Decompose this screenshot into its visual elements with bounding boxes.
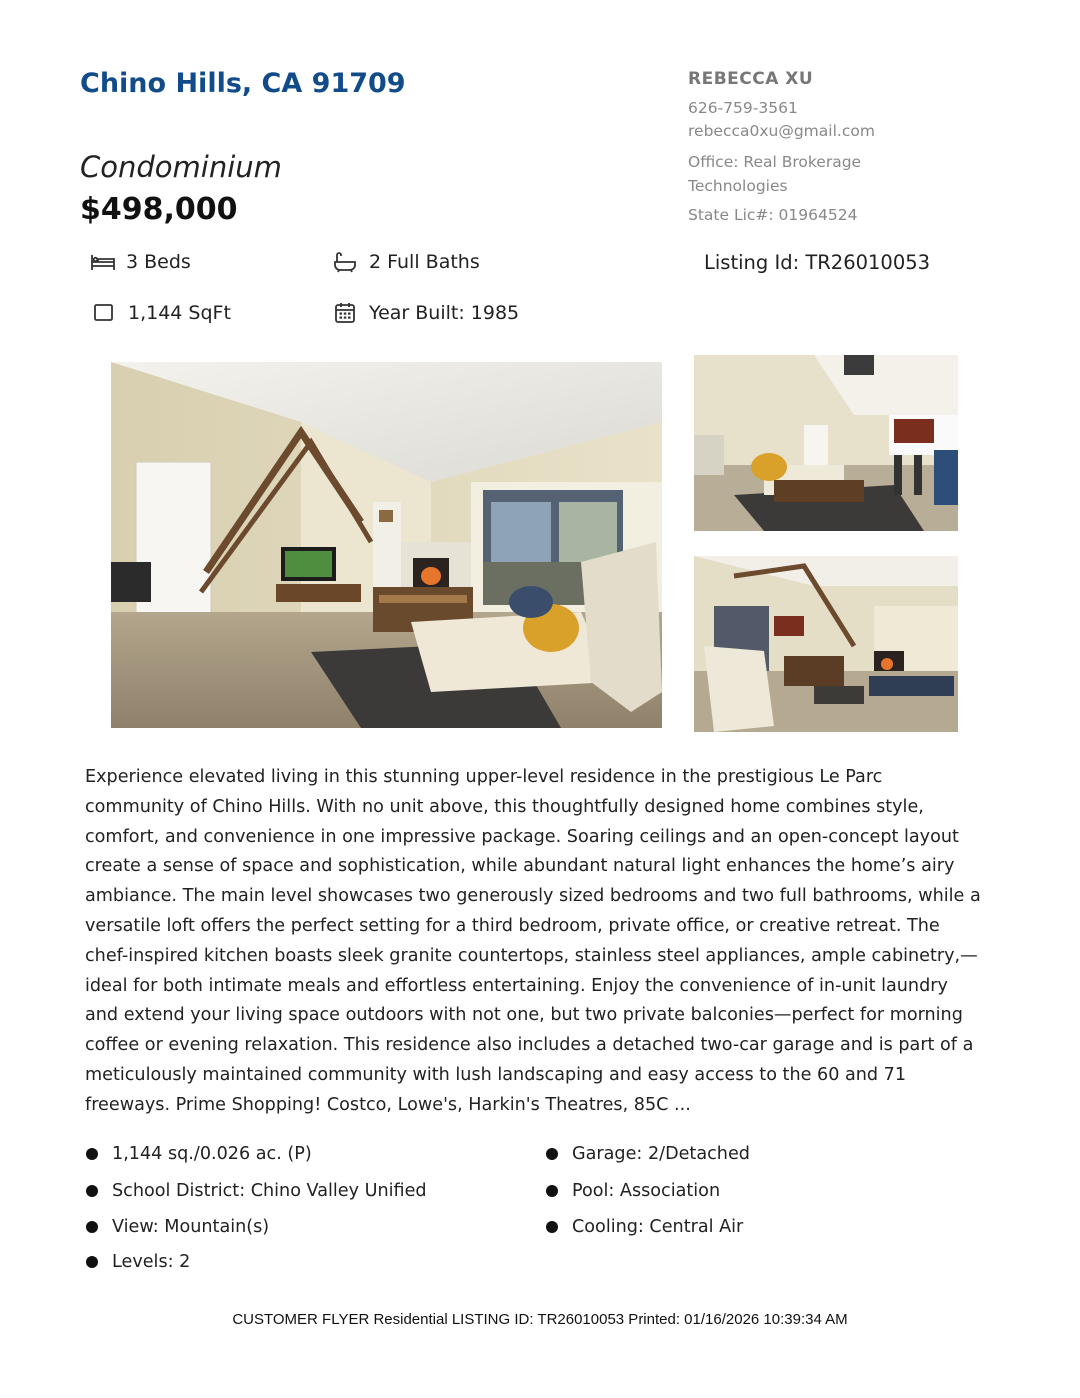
feature-item [546,1144,750,1164]
beds-stat [90,250,191,274]
feature-text: Cooling: Central Air [572,1217,744,1237]
feature-text: School District: Chino Valley Unified [112,1181,427,1201]
year-built-label: Year Built: 1985 [369,302,520,324]
sqft-label: 1,144 SqFt [128,302,231,324]
agent-office-line2: Technologies [688,177,788,195]
bullet-icon [86,1185,98,1197]
calendar-icon [333,301,357,325]
feature-item [546,1181,720,1201]
bed-icon [90,250,114,274]
bullet-icon [546,1221,558,1233]
year-stat [333,301,519,325]
thumb-photo-1[interactable] [694,355,958,531]
bullet-icon [546,1148,558,1160]
listing-id: Listing Id: TR26010053 [704,251,931,274]
feature-text: Levels: 2 [112,1252,191,1272]
property-type: Condominium [80,150,282,184]
agent-phone[interactable]: 626-759-3561 [688,99,798,117]
feature-text: View: Mountain(s) [112,1217,270,1237]
agent-email[interactable]: rebecca0xu@gmail.com [688,122,875,140]
feature-text: 1,144 sq./0.026 ac. (P) [112,1144,312,1164]
feature-item [86,1144,312,1164]
bullet-icon [86,1256,98,1268]
baths-label: 2 Full Baths [369,251,480,273]
agent-office-line1: Office: Real Brokerage [688,153,862,171]
feature-item [546,1217,743,1237]
bullet-icon [86,1148,98,1160]
listing-price: $498,000 [80,192,238,227]
bathtub-icon [333,250,357,274]
thumb-photo-2[interactable] [694,556,958,732]
agent-name: REBECCA XU [688,69,814,89]
beds-label: 3 Beds [126,251,191,273]
feature-item [86,1217,269,1237]
feature-item [86,1252,190,1272]
square-icon [92,301,116,325]
baths-stat [333,250,480,274]
agent-license: State Lic#: 01964524 [688,206,858,224]
listing-city: Chino Hills, CA 91709 [80,68,406,99]
listing-description: Experience elevated living in this stunning upper-level residence in the prestigious Le Parc community of Chino Hills. With no unit above, this thoughtfully designed home combines style, comfort, and convenience in one impressive package. Soaring ceilings and an open-concept layout create a sense of space and sophistication, while abundant natural light enhances the home’s airy ambiance. The main level showcases two generously sized bedrooms and two full bathrooms, while a versatile loft offers the perfect setting for a third bedroom, private office, or creative retreat. The chef-inspired kitchen boasts sleek granite countertops, stainless steel appliances, ample cabinetry,—ideal for both intimate meals and effortless entertaining. Enjoy the convenience of in-unit laundry and extend your living space outdoors with not one, but two private balconies—perfect for morning coffee or evening relaxation. This residence also includes a detached two-car garage and is part of a meticulously maintained community with lush landscaping and easy access to the 60 and 71 freeways. Prime Shopping! Costco, Lowe's, Harkin's Theatres, 85C ... [85,767,981,1115]
main-photo-living-room[interactable] [111,362,662,728]
feature-item [86,1181,427,1201]
bullet-icon [86,1221,98,1233]
feature-text: Garage: 2/Detached [572,1144,750,1164]
bullet-icon [546,1185,558,1197]
flyer-footer: CUSTOMER FLYER Residential LISTING ID: TR26010053 Printed: 01/16/2026 10:39:34 AM [232,1311,848,1328]
feature-text: Pool: Association [572,1181,721,1201]
sqft-stat [92,301,231,325]
